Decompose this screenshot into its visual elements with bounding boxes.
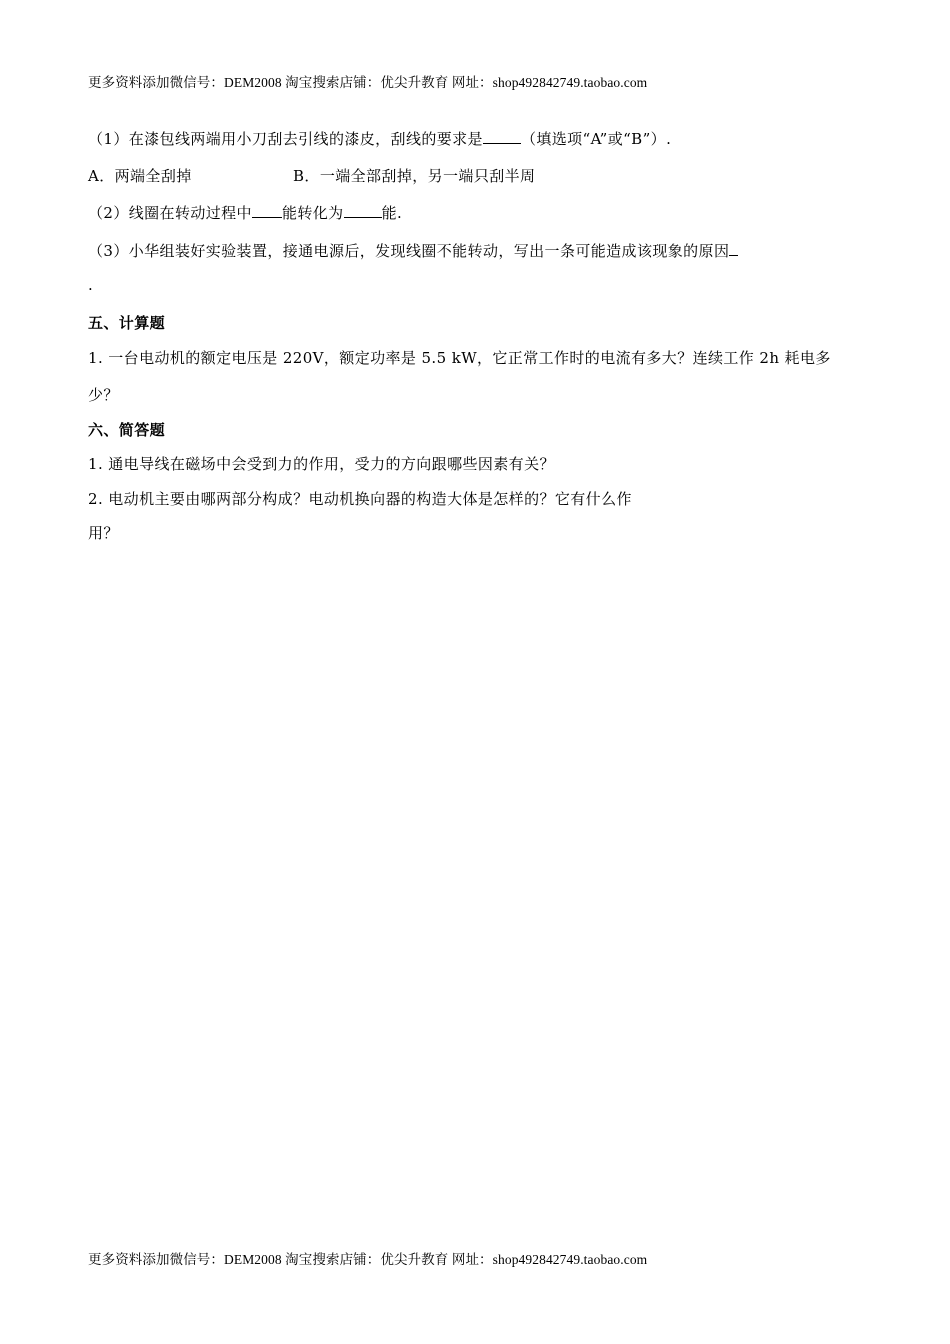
question-1-hint: （填选项“A”或“B”）. (520, 130, 672, 148)
calc-question-1-line-1: 1. 一台电动机的额定电压是 220V，额定功率是 5.5 kW，它正常工作时的电流有多大？连续工作 2h 耗电多 (88, 349, 831, 367)
short-answer-2-line-1: 2. 电动机主要由哪两部分构成？电动机换向器的构造大体是怎样的？它有什么作 (88, 490, 632, 508)
question-1-text: （1）在漆包线两端用小刀刮去引线的漆皮，刮线的要求是 (88, 130, 483, 148)
options-row (88, 165, 688, 186)
question-2-middle: 能转化为 (281, 204, 344, 222)
answer-blank (252, 203, 282, 218)
calc-question-1-line-2: 少？ (88, 386, 119, 404)
answer-blank (483, 129, 521, 144)
page-footer: 更多资料添加微信号：DEM2008 淘宝搜索店铺：优尖升教育 网址：shop492842749.taobao.com (88, 1252, 648, 1267)
option-b: B．一端全部刮掉，另一端只刮半周 (293, 167, 536, 185)
question-2-end: 能. (381, 204, 403, 222)
question-3-end: . (88, 276, 94, 294)
question-2 (88, 202, 402, 223)
question-3 (88, 240, 738, 261)
question-1 (88, 128, 671, 149)
section-5-title: 五、计算题 (88, 314, 166, 332)
short-answer-1: 1. 通电导线在磁场中会受到力的作用，受力的方向跟哪些因素有关？ (88, 455, 555, 473)
answer-blank (729, 241, 738, 256)
short-answer-2-line-2: 用？ (88, 524, 119, 542)
section-6-title: 六、简答题 (88, 421, 166, 439)
option-a: A．两端全刮掉 (88, 167, 192, 185)
answer-blank (344, 203, 382, 218)
question-2-text: （2）线圈在转动过程中 (88, 204, 252, 222)
question-3-text: （3）小华组装好实验装置，接通电源后，发现线圈不能转动，写出一条可能造成该现象的原因 (88, 242, 730, 260)
page-header: 更多资料添加微信号：DEM2008 淘宝搜索店铺：优尖升教育 网址：shop492842749.taobao.com (88, 75, 648, 90)
